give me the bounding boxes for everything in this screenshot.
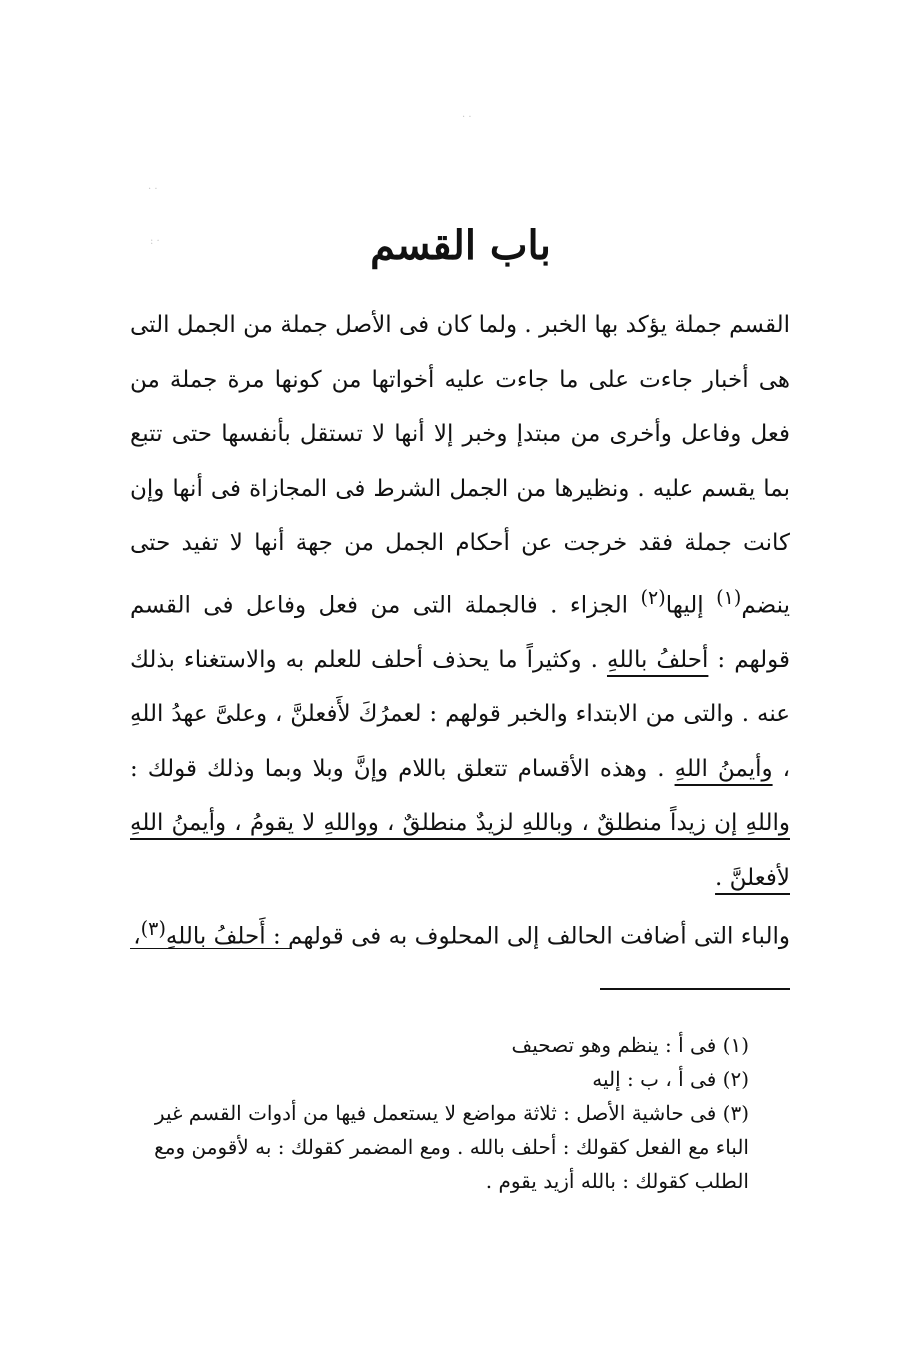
example-underline <box>130 948 292 949</box>
paragraph-text: . وكثيراً ما يحذف أحلف للعلم به والاستغناء بذلك عنه . والتى من الابتداء والخبر قولهم : لعمرُكَ لأَفعلنَّ ، وعلىَّ عهدُ اللهِ ، <box>130 646 790 782</box>
footnote-2: (٢) فى أ ، ب : إليه <box>592 1067 749 1091</box>
second-paragraph <box>130 902 790 964</box>
underlined-example: واللهِ إن زيداً منطلقٌ ، وباللهِ لزيدٌ منطلقٌ ، وواللهِ لا يقومُ ، وأيمنُ اللهِ لأفعلنَّ . <box>130 810 790 891</box>
underlined-example: وأيمنُ اللهِ <box>674 755 773 782</box>
punctuation: ، <box>133 923 141 950</box>
footnote-separator <box>600 988 790 990</box>
chapter-title: باب القسم <box>370 222 551 269</box>
underlined-example: أحلفُ باللهِ <box>606 646 709 673</box>
paragraph-text: إليها <box>665 592 717 619</box>
paragraph-text: والباء التى أضافت الحالف إلى المحلوف به فى قولهم : <box>265 923 790 950</box>
underlined-example: أَحلفُ باللهِ <box>165 923 266 950</box>
footnote-3: (٣) فى حاشية الأصل : ثلاثة مواضع لا يستعمل فيها من أدوات القسم غير الباء مع الفعل كقولك : أحلف بالله . ومع المضمر كقولك : به لأقومن ومع الطلب كقولك : بالله أزيد يقوم . <box>154 1101 749 1193</box>
scan-speck: : · <box>150 236 160 247</box>
footnotes <box>135 1028 785 1198</box>
footnote-1: (١) فى أ : ينظم وهو تصحيف <box>511 1033 749 1057</box>
main-paragraph <box>130 298 790 905</box>
paragraph-text: الجزاء . فالجملة التى من فعل وفاعل فى القسم قولهم : <box>130 592 790 673</box>
paragraph-text: القسم جملة يؤكد بها الخبر . ولما كان فى الأصل جملة من الجمل التى هى أخبار جاءت على ما جاءت عليه أخواتها من كونها مرة جملة من فعل وفاعل وأخرى من مبتدإ وخبر إلا أنها لا تستقل بأنفسها حتى تتبع بما يقسم عليه . ونظيرها من الجمل الشرط فى المجازاة فى أنها وإن كانت جملة فقد خرجت عن أحكام الجمل من جهة أنها لا تفيد حتى ينضم <box>130 312 790 619</box>
footnote-marker-3: (٣) <box>140 917 166 940</box>
footnote-marker-2: (٢) <box>640 585 666 609</box>
scan-speck: · · <box>462 112 472 123</box>
footnote-marker-1: (١) <box>716 585 742 609</box>
scan-speck: · · <box>148 184 158 195</box>
paragraph-text: . وهذه الأقسام تتعلق باللام وإنَّ وبلا وبما وذلك قولك : <box>130 755 675 782</box>
